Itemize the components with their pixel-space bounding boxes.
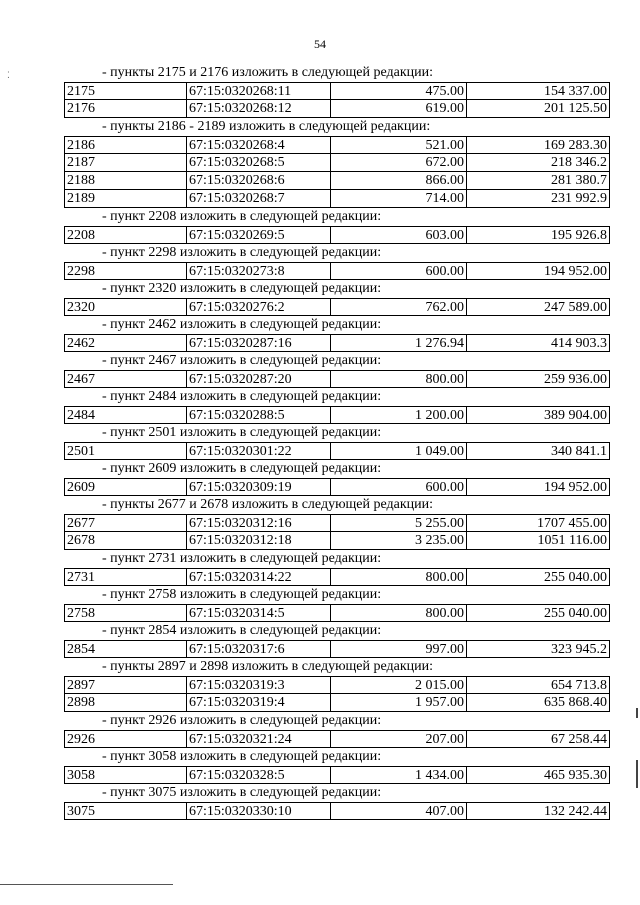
- area-cell: 1 957.00: [331, 694, 467, 711]
- margin-mark: [636, 708, 638, 718]
- area-cell: 997.00: [331, 641, 467, 657]
- table-row: [64, 370, 610, 388]
- value-cell: 340 841.1: [551, 444, 607, 459]
- value-cell: 132 242.44: [544, 804, 607, 819]
- value-cell: 194 952.00: [544, 480, 607, 495]
- amendment-table: [64, 82, 610, 118]
- amendment-table: [64, 262, 610, 280]
- value-cell: 231 992.9: [551, 191, 607, 206]
- amendment-table: [64, 730, 610, 748]
- table-row: [64, 262, 610, 280]
- table-row: [64, 226, 610, 244]
- area-cell: 762.00: [331, 299, 467, 315]
- amendment-table: [64, 442, 610, 460]
- area-cell: 1 434.00: [331, 767, 467, 783]
- amendment-heading: - пункт 2854 изложить в следующей редакции:: [102, 623, 382, 638]
- margin-mark: [636, 760, 638, 788]
- cadastral-number-cell: 67:15:0320287:20: [187, 371, 331, 387]
- value-cell: 323 945.2: [551, 642, 607, 657]
- footnote-separator: [0, 884, 173, 885]
- table-row: [64, 730, 610, 748]
- item-number-cell: 2501: [65, 443, 187, 459]
- table-row: [64, 82, 610, 100]
- item-number-cell: 2187: [65, 154, 187, 171]
- scan-artifact: ⁚: [7, 70, 10, 80]
- cadastral-number-cell: 67:15:0320319:3: [187, 677, 331, 693]
- area-cell: 800.00: [331, 605, 467, 621]
- value-cell: 465 935.30: [544, 768, 607, 783]
- amendment-heading: - пункт 2208 изложить в следующей редакции:: [102, 209, 382, 224]
- item-number-cell: 2298: [65, 263, 187, 279]
- item-number-cell: 2462: [65, 335, 187, 351]
- amendment-table: [64, 766, 610, 784]
- area-cell: 207.00: [331, 731, 467, 747]
- table-row: [64, 766, 610, 784]
- cadastral-number-cell: 67:15:0320328:5: [187, 767, 331, 783]
- cadastral-number-cell: 67:15:0320268:5: [187, 154, 331, 171]
- amendment-heading: - пункт 2484 изложить в следующей редакции:: [102, 389, 382, 404]
- amendment-heading: - пункт 2462 изложить в следующей редакции:: [102, 317, 382, 332]
- area-cell: 521.00: [331, 137, 467, 153]
- area-cell: 1 276.94: [331, 335, 467, 351]
- amendment-heading: - пункт 2609 изложить в следующей редакции:: [102, 461, 382, 476]
- item-number-cell: 2854: [65, 641, 187, 657]
- amendment-table: [64, 802, 610, 820]
- table-row: [64, 514, 610, 532]
- item-number-cell: 3058: [65, 767, 187, 783]
- item-number-cell: 2926: [65, 731, 187, 747]
- area-cell: 3 235.00: [331, 532, 467, 549]
- amendment-table: [64, 676, 610, 712]
- item-number-cell: 2208: [65, 227, 187, 243]
- value-cell: 255 040.00: [544, 570, 607, 585]
- amendment-table: [64, 478, 610, 496]
- cadastral-number-cell: 67:15:0320330:10: [187, 803, 331, 819]
- amendment-heading: - пункты 2186 - 2189 изложить в следующей редакции:: [102, 119, 431, 134]
- value-cell: 281 380.7: [551, 173, 607, 188]
- area-cell: 407.00: [331, 803, 467, 819]
- cadastral-number-cell: 67:15:0320309:19: [187, 479, 331, 495]
- amendment-heading: - пункты 2677 и 2678 изложить в следующей редакции:: [102, 497, 434, 512]
- item-number-cell: 2898: [65, 694, 187, 711]
- value-cell: 1051 116.00: [537, 533, 607, 548]
- value-cell: 194 952.00: [544, 264, 607, 279]
- cadastral-number-cell: 67:15:0320317:6: [187, 641, 331, 657]
- amendment-heading: - пункт 2501 изложить в следующей редакции:: [102, 425, 382, 440]
- item-number-cell: 2731: [65, 569, 187, 585]
- area-cell: 2 015.00: [331, 677, 467, 693]
- item-number-cell: 3075: [65, 803, 187, 819]
- table-row: [64, 100, 610, 118]
- item-number-cell: 2758: [65, 605, 187, 621]
- table-row: [64, 802, 610, 820]
- amendment-table: [64, 514, 610, 550]
- area-cell: 800.00: [331, 371, 467, 387]
- table-row: [64, 334, 610, 352]
- cadastral-number-cell: 67:15:0320321:24: [187, 731, 331, 747]
- amendment-heading: - пункты 2897 и 2898 изложить в следующей редакции:: [102, 659, 434, 674]
- area-cell: 866.00: [331, 172, 467, 189]
- table-row: [64, 406, 610, 424]
- item-number-cell: 2677: [65, 515, 187, 531]
- cadastral-number-cell: 67:15:0320276:2: [187, 299, 331, 315]
- item-number-cell: 2320: [65, 299, 187, 315]
- cadastral-number-cell: 67:15:0320268:12: [187, 100, 331, 117]
- value-cell: 259 936.00: [544, 372, 607, 387]
- area-cell: 1 049.00: [331, 443, 467, 459]
- value-cell: 414 903.3: [551, 336, 607, 351]
- page-number: 54: [314, 37, 326, 51]
- area-cell: 619.00: [331, 100, 467, 117]
- area-cell: 603.00: [331, 227, 467, 243]
- amendment-table: [64, 406, 610, 424]
- area-cell: 5 255.00: [331, 515, 467, 531]
- item-number-cell: 2186: [65, 137, 187, 153]
- item-number-cell: 2467: [65, 371, 187, 387]
- item-number-cell: 2189: [65, 190, 187, 207]
- amendment-table: [64, 334, 610, 352]
- cadastral-number-cell: 67:15:0320268:6: [187, 172, 331, 189]
- cadastral-number-cell: 67:15:0320312:16: [187, 515, 331, 531]
- value-cell: 154 337.00: [544, 84, 607, 99]
- table-row: [64, 154, 610, 172]
- table-row: [64, 568, 610, 586]
- cadastral-number-cell: 67:15:0320273:8: [187, 263, 331, 279]
- amendment-table: [64, 298, 610, 316]
- cadastral-number-cell: 67:15:0320268:11: [187, 83, 331, 99]
- cadastral-number-cell: 67:15:0320301:22: [187, 443, 331, 459]
- amendment-table: [64, 568, 610, 586]
- amendment-heading: - пункты 2175 и 2176 изложить в следующей редакции:: [102, 65, 434, 80]
- area-cell: 600.00: [331, 479, 467, 495]
- table-row: [64, 532, 610, 550]
- cadastral-number-cell: 67:15:0320268:4: [187, 137, 331, 153]
- amendment-table: [64, 226, 610, 244]
- value-cell: 389 904.00: [544, 408, 607, 423]
- value-cell: 169 283.30: [544, 138, 607, 153]
- area-cell: 1 200.00: [331, 407, 467, 423]
- table-row: [64, 604, 610, 622]
- item-number-cell: 2176: [65, 100, 187, 117]
- value-cell: 635 868.40: [544, 695, 607, 710]
- table-row: [64, 190, 610, 208]
- table-row: [64, 298, 610, 316]
- amendment-heading: - пункт 3075 изложить в следующей редакции:: [102, 785, 382, 800]
- item-number-cell: 2609: [65, 479, 187, 495]
- amendments-content: [64, 64, 610, 820]
- amendment-table: [64, 640, 610, 658]
- cadastral-number-cell: 67:15:0320319:4: [187, 694, 331, 711]
- cadastral-number-cell: 67:15:0320287:16: [187, 335, 331, 351]
- amendment-table: [64, 604, 610, 622]
- value-cell: 218 346.2: [551, 155, 607, 170]
- value-cell: 654 713.8: [551, 678, 607, 693]
- area-cell: 672.00: [331, 154, 467, 171]
- table-row: [64, 478, 610, 496]
- amendment-heading: - пункт 2320 изложить в следующей редакции:: [102, 281, 382, 296]
- cadastral-number-cell: 67:15:0320268:7: [187, 190, 331, 207]
- cadastral-number-cell: 67:15:0320312:18: [187, 532, 331, 549]
- amendment-heading: - пункт 3058 изложить в следующей редакции:: [102, 749, 382, 764]
- cadastral-number-cell: 67:15:0320288:5: [187, 407, 331, 423]
- value-cell: 201 125.50: [544, 101, 607, 116]
- amendment-table: [64, 370, 610, 388]
- area-cell: 475.00: [331, 83, 467, 99]
- value-cell: 195 926.8: [551, 228, 607, 243]
- table-row: [64, 172, 610, 190]
- item-number-cell: 2897: [65, 677, 187, 693]
- item-number-cell: 2188: [65, 172, 187, 189]
- table-row: [64, 442, 610, 460]
- table-row: [64, 676, 610, 694]
- value-cell: 247 589.00: [544, 300, 607, 315]
- value-cell: 1707 455.00: [537, 516, 607, 531]
- area-cell: 600.00: [331, 263, 467, 279]
- item-number-cell: 2484: [65, 407, 187, 423]
- amendment-heading: - пункт 2731 изложить в следующей редакции:: [102, 551, 382, 566]
- cadastral-number-cell: 67:15:0320269:5: [187, 227, 331, 243]
- cadastral-number-cell: 67:15:0320314:22: [187, 569, 331, 585]
- area-cell: 800.00: [331, 569, 467, 585]
- cadastral-number-cell: 67:15:0320314:5: [187, 605, 331, 621]
- amendment-heading: - пункт 2298 изложить в следующей редакции:: [102, 245, 382, 260]
- value-cell: 255 040.00: [544, 606, 607, 621]
- amendment-heading: - пункт 2467 изложить в следующей редакции:: [102, 353, 382, 368]
- amendment-table: [64, 136, 610, 208]
- item-number-cell: 2175: [65, 83, 187, 99]
- amendment-heading: - пункт 2758 изложить в следующей редакции:: [102, 587, 382, 602]
- area-cell: 714.00: [331, 190, 467, 207]
- table-row: [64, 136, 610, 154]
- table-row: [64, 640, 610, 658]
- value-cell: 67 258.44: [551, 732, 607, 747]
- amendment-heading: - пункт 2926 изложить в следующей редакции:: [102, 713, 382, 728]
- table-row: [64, 694, 610, 712]
- item-number-cell: 2678: [65, 532, 187, 549]
